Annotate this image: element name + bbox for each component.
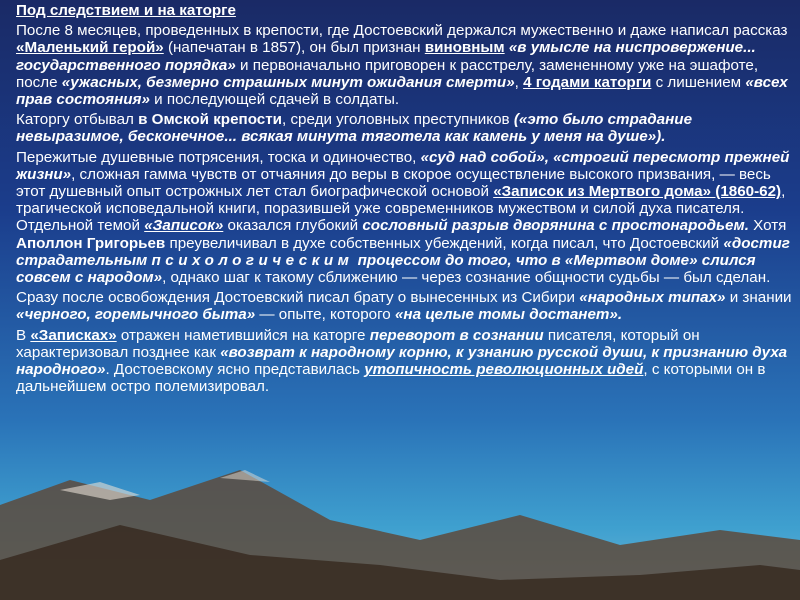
text-run: , среди уголовных преступников [282,111,514,129]
text-run: Пережитые душевные потрясения, тоска и одиночество, [16,148,421,166]
text-run: Каторгу отбывал [16,111,139,129]
text-run: 4 годами каторги [523,73,652,91]
paragraph-list [16,22,800,395]
slide-title: Под следствием и на каторге [16,2,236,19]
text-run: , однако шаг к такому сближению — через сознание общности судьбы — был сделан. [162,269,771,287]
text-run: процессом до того, что в «Мертвом доме» слился совсем с народом» [16,251,756,287]
text-run: отражен наметившийся на каторге [116,326,370,344]
text-run: «Записок из Мертвого дома» (1860-62) [493,183,782,201]
text-run: Сразу после освобождения Достоевский писал брату о вынесенных из Сибири [16,289,580,307]
text-run: виновным [424,39,505,57]
text-run: и даже написал рассказ [617,22,788,40]
text-run: «возврат к народному корню, к узнанию русской души, к признанию духа народного» [16,343,788,379]
text-run: «ужасных, безмерно страшных минут ожидания смерти» [61,73,515,91]
text-run: психологическим [151,251,354,269]
text-run: и знании [725,289,792,307]
text-run: Аполлон Григорьев [16,234,166,252]
text-run: «в умысле на ниспровержение... государственного порядка» [16,39,756,74]
text-run: и первоначально приговорен к расстрелу, замененному уже на эшафоте, после [16,56,759,91]
text-run: «черного, горемычного быта» [16,306,256,324]
text-run: и последующей сдачей в солдаты. [149,91,400,109]
text-run: «Маленький герой» [16,39,164,57]
text-run: «всех прав состояния» [16,73,788,109]
text-run: с лишением [651,73,746,91]
text-run: , сложная гамма чувств от отчаяния до веры в скорое осуществление высокого призвания, — весь этот душевный опыт острожных лет стал биографической основой [16,165,771,201]
text-run: «Записках» [30,326,117,344]
text-run: писателя, который он характеризовал позднее как [16,326,700,361]
text-run: сословный разрыв дворянина с простонародьем. [362,217,749,235]
text-run: утопичность революционных идей [364,361,644,379]
text-run: переворот в сознании [369,326,544,344]
text-run: (напечатан в 1857), он был признан [163,39,425,57]
text-run: «на целые томы достанет». [394,306,623,324]
text-run: , трагической исповедальной книги, поразившей уже современников мужеством и силой духа писателя. Отдельной темой [16,183,786,235]
text-run: оказался глубокий [223,217,363,235]
slide-text [16,2,800,398]
text-run: «достиг страдательным [16,234,790,269]
text-run: в Омской крепости [138,111,282,129]
paragraph [16,149,800,287]
text-run: В [16,326,31,344]
text-run: Хотя [748,217,787,235]
paragraph [16,289,800,323]
paragraph [16,327,800,396]
text-run: — опыте, которого [255,306,395,324]
text-run: , [514,73,524,91]
text-run: («это было страдание невыразимое, бесконечное... всякая минута тяготела как камень у меня на душе»). [16,111,693,146]
text-run: преувеличивал в духе собственных убеждений, когда писал, что Достоевский [165,234,724,252]
paragraph [16,111,800,145]
text-run: «суд над собой», «строгий пересмотр прежней жизни» [16,148,790,183]
text-run: , с которыми он в дальнейшем остро полемизировал. [16,361,766,396]
paragraph [16,22,800,108]
text-run: После 8 месяцев, проведенных в крепости, где Достоевский держался мужественно [16,22,618,40]
text-run: . Достоевскому ясно представилась [105,361,365,379]
text-run: «народных типах» [579,289,726,307]
text-run: «Записок» [144,217,224,235]
